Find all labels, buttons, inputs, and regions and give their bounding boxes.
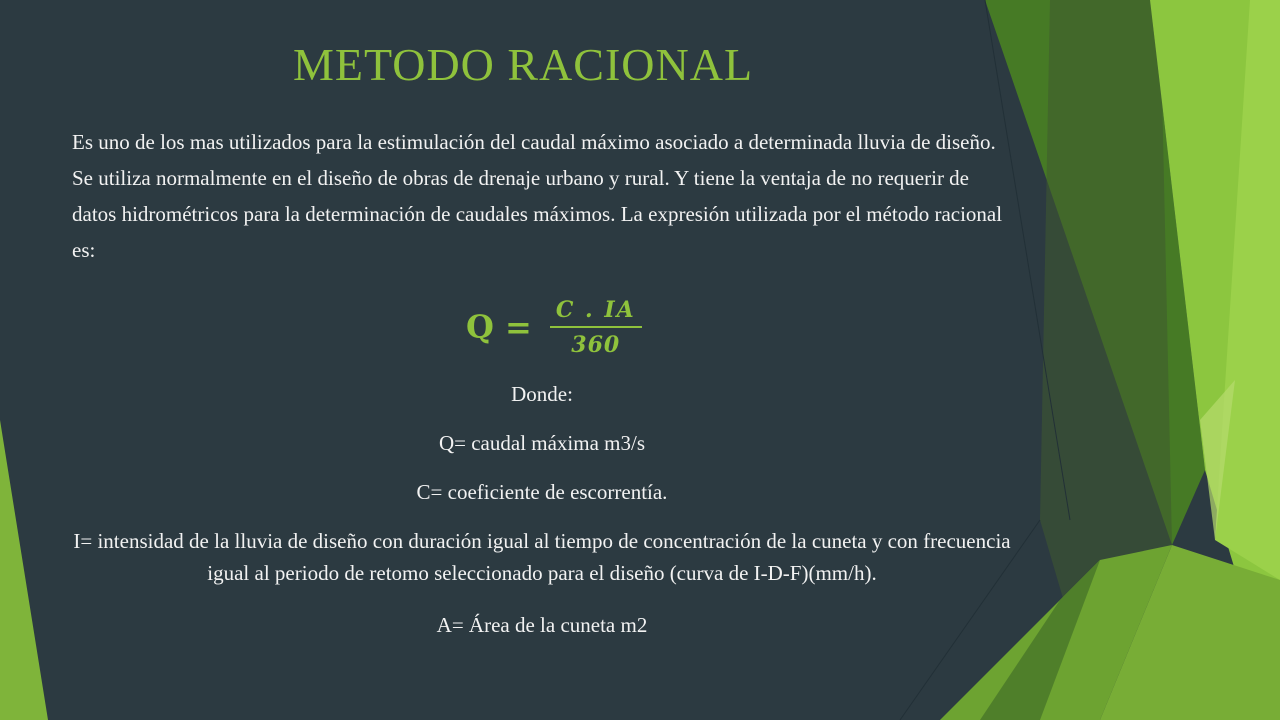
formula-numerator: C . IA (550, 297, 642, 328)
left-facet (0, 420, 48, 720)
formula-fraction (550, 297, 642, 358)
donde-label: Donde: (511, 382, 573, 406)
slide-title: METODO RACIONAL (292, 39, 754, 90)
rational-formula (466, 290, 642, 364)
intro-paragraph: Es uno de los mas utilizados para la estimulación del caudal máximo asociado a determinada lluvia de diseño. Se utiliza normalmente en el diseño de obras de drenaje urbano y rural. Y tiene la ventaja de no requerir de datos hidrométricos para la determinación de caudales máximos. La expresión utilizada por el método racional es: (72, 130, 1003, 262)
definition-q: Q= caudal máxima m3/s (438, 431, 646, 455)
definition-a: A= Área de la cuneta m2 (436, 613, 648, 637)
definition-c: C= coeficiente de escorrentía. (416, 480, 668, 504)
definition-i: I= intensidad de la lluvia de diseño con duración igual al tiempo de concentración de la cuneta y con frecuencia igual al periodo de retomo seleccionado para el diseño (curva de I-D-F)(mm/h). (73, 529, 1011, 585)
formula-lhs: Q = (466, 308, 532, 346)
formula-denominator: 360 (571, 331, 621, 358)
